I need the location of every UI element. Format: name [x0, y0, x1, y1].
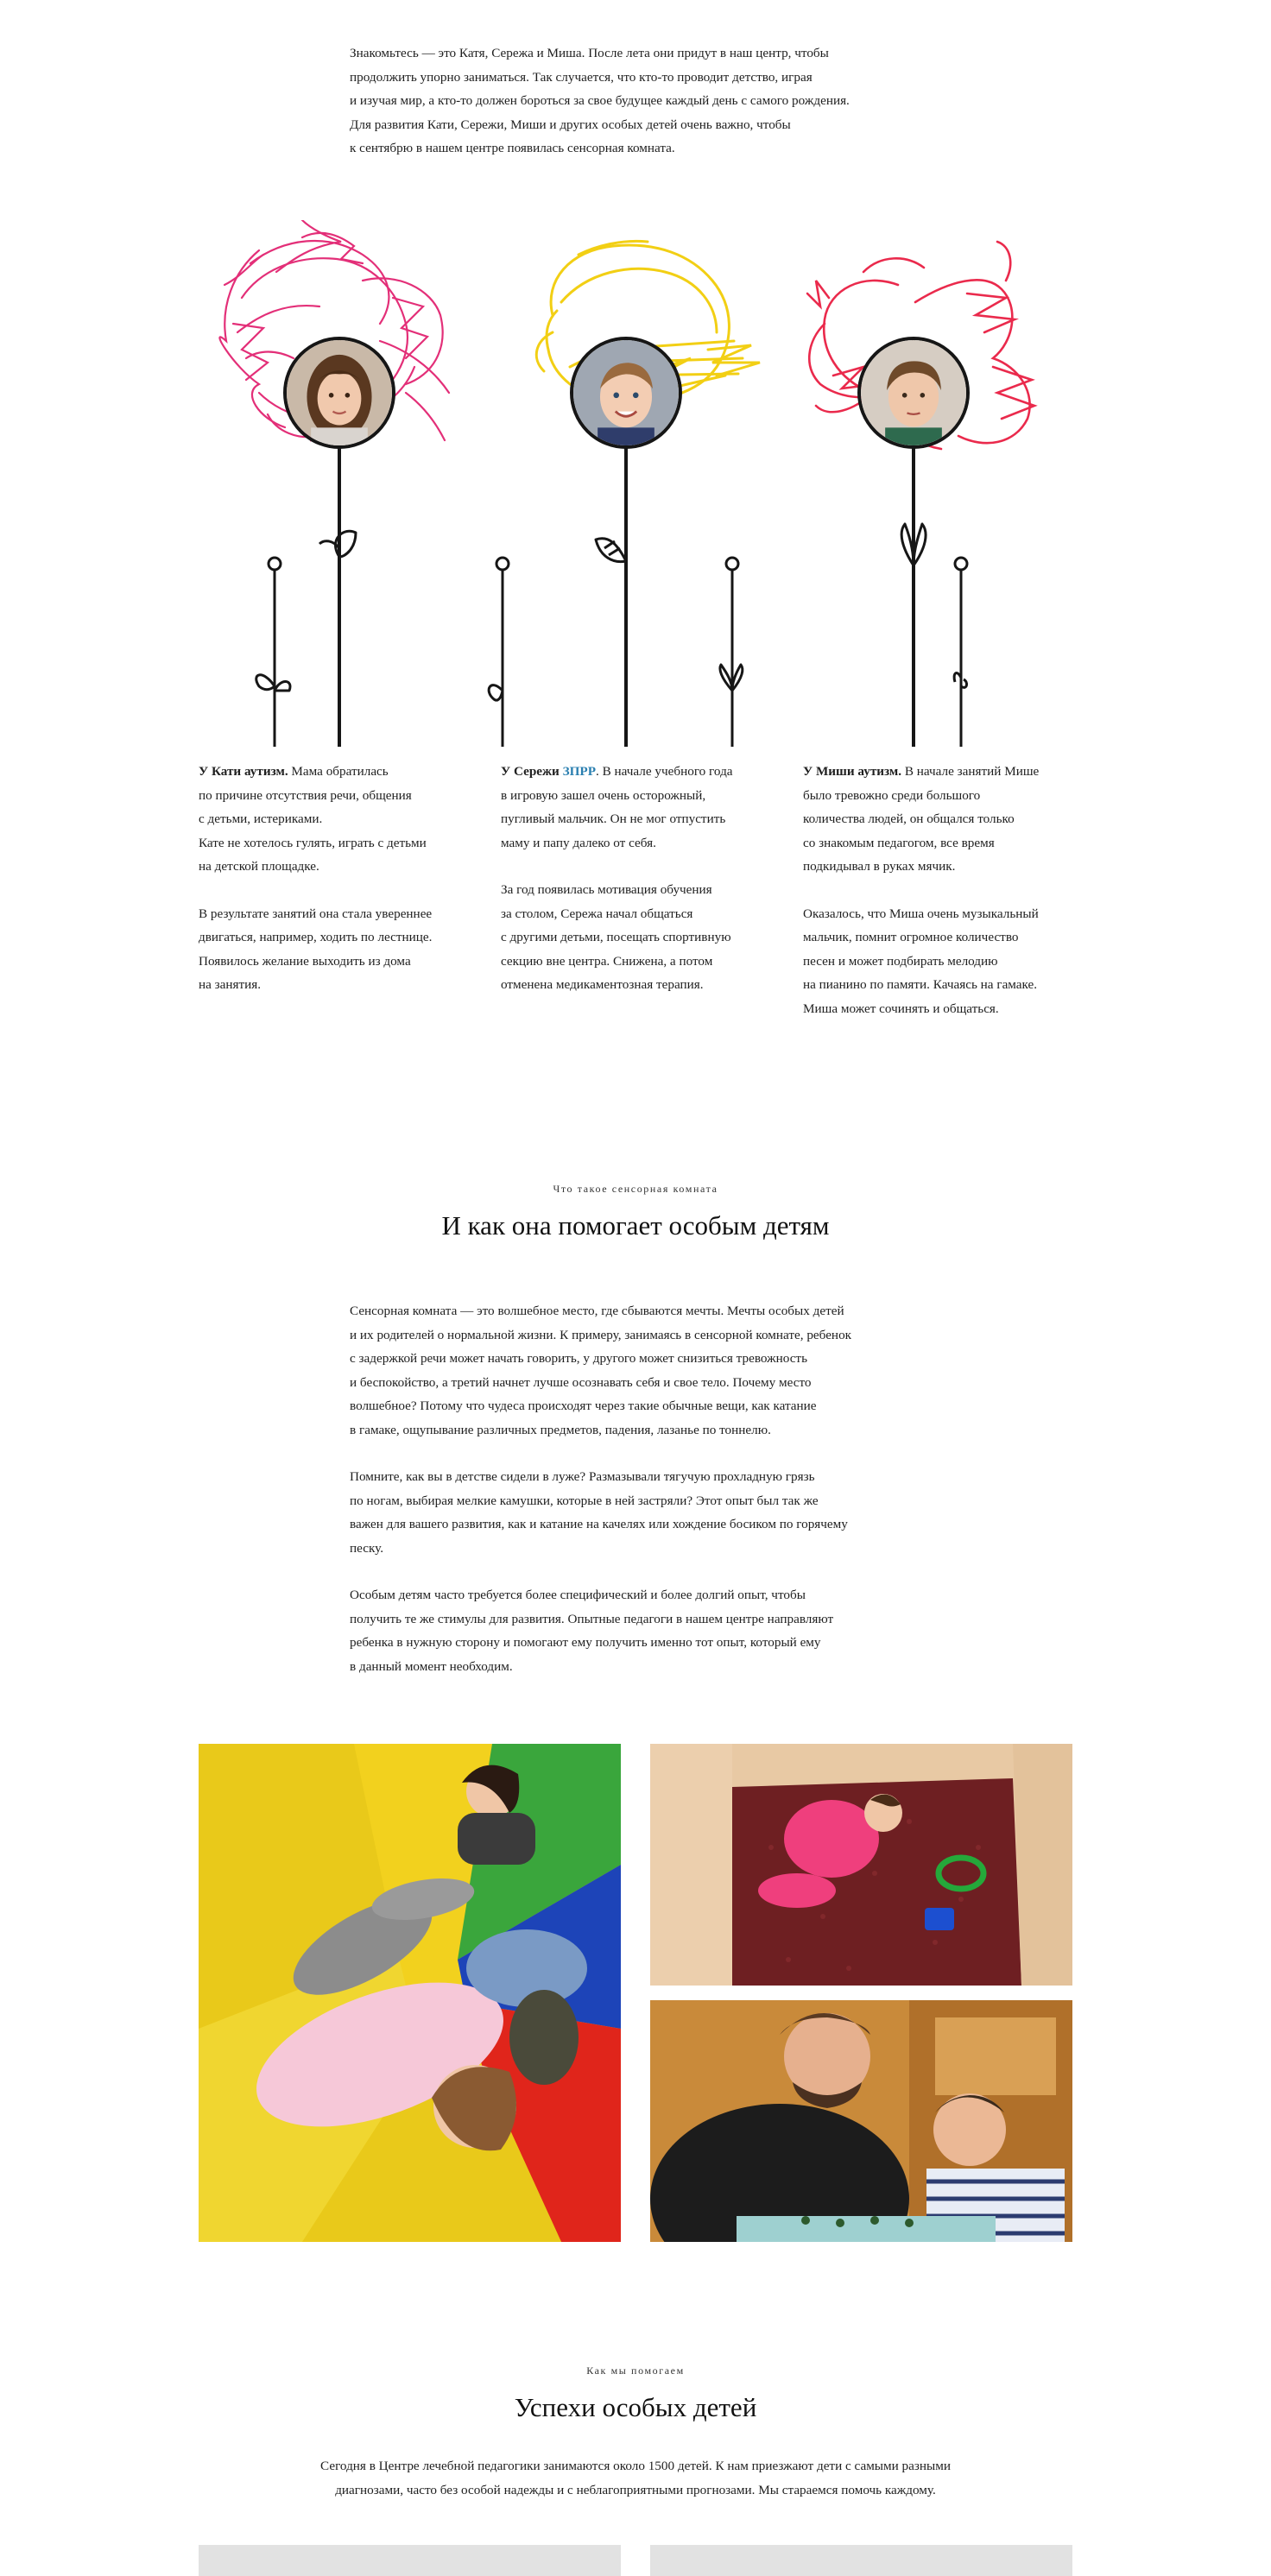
- seryozha-line: маму и папу далеко от себя.: [501, 835, 656, 850]
- misha-story: [803, 760, 1079, 1044]
- intro-line: к сентябрю в нашем центре появилась сенсорная комната.: [350, 141, 675, 155]
- leaves: [256, 524, 967, 700]
- sensory-line: песку.: [350, 1540, 384, 1556]
- success-lead: [250, 2454, 1021, 2502]
- misha-line: на пианино по памяти. Качаясь на гамаке.: [803, 977, 1038, 992]
- misha-text: В начале занятий Мише: [901, 764, 1040, 779]
- misha-line: количества людей, он общался только: [803, 811, 1015, 826]
- sensory-text: [350, 1299, 954, 1702]
- seryozha-line: за столом, Сережа начал общаться: [501, 906, 693, 921]
- seryozha-line: За год появилась мотивация обучения: [501, 882, 712, 897]
- seryozha-avatar: [570, 337, 682, 449]
- seryozha-portrait: [573, 340, 679, 445]
- flowers-svg: [0, 220, 1271, 747]
- intro-line: Знакомьтесь — это Катя, Сережа и Миша. После лета они придут в наш центр, чтобы: [350, 46, 829, 60]
- sensory-line: Особым детям часто требуется более специфический и более долгий опыт, чтобы: [350, 1588, 806, 1602]
- seryozha-line: с другими детьми, посещать спортивную: [501, 930, 731, 944]
- sensory-line: и беспокойство, а третий начнет лучше осознавать себя и свое тело. Почему место: [350, 1374, 812, 1390]
- sensory-p3: [350, 1583, 954, 1678]
- success-line: Сегодня в Центре лечебной педагогики занимаются около 1500 детей. К нам приезжают дети с самыми разными: [320, 2459, 951, 2473]
- katya-text: Мама обратилась: [288, 764, 389, 779]
- seryozha-line: пугливый мальчик. Он не мог отпустить: [501, 811, 726, 826]
- success-line: диагнозами, часто без особой надежды и с неблагоприятными прогнозами. Мы стараемся помочь каждому.: [335, 2482, 936, 2497]
- seryozha-story: [501, 760, 777, 1020]
- misha-story-p2: [803, 902, 1079, 1021]
- misha-line: песен и может подбирать мелодию: [803, 953, 998, 969]
- katya-line: Кате не хотелось гулять, играть с детьми: [199, 835, 427, 850]
- flowers-illustration: [0, 220, 1271, 747]
- sensory-line: в данный момент необходим.: [350, 1658, 513, 1674]
- katya-diagnosis: У Кати аутизм.: [199, 764, 288, 779]
- katya-line: Появилось желание выходить из дома: [199, 953, 411, 969]
- sensory-line: Помните, как вы в детстве сидели в луже? Размазывали тягучую прохладную грязь: [350, 1469, 815, 1484]
- misha-line: подкидывал в руках мячик.: [803, 859, 956, 874]
- misha-diagnosis: У Миши аутизм.: [803, 764, 902, 779]
- katya-line: с детьми, истериками.: [199, 811, 323, 826]
- seryozha-story-p1: [501, 760, 777, 855]
- misha-portrait: [861, 340, 966, 445]
- teacher-photo: [650, 2000, 1072, 2242]
- sensory-line: волшебное? Потому что чудеса происходят через такие обычные вещи, как катание: [350, 1398, 817, 1413]
- katya-story: [199, 760, 475, 1020]
- misha-line: со знакомым педагогом, все время: [803, 835, 995, 850]
- zprr-link[interactable]: ЗПРР: [562, 764, 596, 779]
- sensory-line: и их родителей о нормальной жизни. К примеру, занимаясь в сенсорной комнате, ребенок: [350, 1327, 852, 1342]
- katya-line: на занятия.: [199, 977, 262, 992]
- sensory-line: Сенсорная комната — это волшебное место, где сбываются мечты. Мечты особых детей: [350, 1304, 844, 1318]
- katya-line: по причине отсутствия речи, общения: [199, 787, 412, 803]
- misha-line: мальчик, помнит огромное количество: [803, 930, 1019, 944]
- seryozha-line: в игровую зашел очень осторожный,: [501, 787, 706, 803]
- misha-line: Оказалось, что Миша очень музыкальный: [803, 906, 1039, 921]
- intro-line: продолжить упорно заниматься. Так случается, что кто-то проводит детство, играя: [350, 69, 813, 85]
- intro-line: и изучая мир, а кто-то должен бороться за свое будущее каждый день с самого рождения.: [350, 93, 850, 108]
- sensory-line: ребенка в нужную сторону и помогают ему получить именно тот опыт, который ему: [350, 1635, 821, 1650]
- bud-circles: [269, 558, 967, 570]
- parachute-photo-art: [199, 1744, 621, 2242]
- misha-line: было тревожно среди большого: [803, 787, 981, 803]
- teacher-photo-art: [650, 2000, 1072, 2242]
- sensory-title: И как она помогает особым детям: [441, 1210, 830, 1241]
- success-title: Успехи особых детей: [514, 2392, 757, 2422]
- katya-line: двигаться, например, ходить по лестнице.: [199, 930, 433, 944]
- misha-line: Миша может сочинять и общаться.: [803, 1001, 999, 1016]
- misha-avatar: [857, 337, 970, 449]
- seryozha-story-p2: [501, 878, 777, 997]
- katya-story-p2: [199, 902, 475, 997]
- seryozha-line: секцию вне центра. Снижена, а потом: [501, 953, 713, 969]
- sensory-line: в гамаке, ощупывание различных предметов, падения, лазанье по тоннелю.: [350, 1422, 771, 1437]
- sensory-kicker: Что такое сенсорная комната: [553, 1183, 718, 1195]
- seryozha-diagnosis: У Сережи: [501, 764, 560, 779]
- sensory-line: получить те же стимулы для развития. Опытные педагоги в нашем центре направляют: [350, 1611, 834, 1626]
- bean-box-photo-art: [650, 1744, 1072, 1986]
- seryozha-text: . В начале учебного года: [595, 764, 733, 779]
- intro-text: [350, 41, 954, 161]
- success-card-left: [199, 2545, 621, 2576]
- katya-story-p1: [199, 760, 475, 879]
- katya-line: на детской площадке.: [199, 859, 319, 874]
- sensory-line: важен для вашего развития, как и катание на качелях или хождение босиком по горячему: [350, 1517, 848, 1531]
- bean-box-photo: [650, 1744, 1072, 1986]
- parachute-photo: [199, 1744, 621, 2242]
- sensory-line: с задержкой речи может начать говорить, у другого может снизиться тревожность: [350, 1351, 807, 1366]
- success-card-right: [650, 2545, 1072, 2576]
- intro-line: Для развития Кати, Сережи, Миши и других особых детей очень важно, чтобы: [350, 117, 791, 132]
- sensory-p1: [350, 1299, 954, 1442]
- katya-line: В результате занятий она стала увереннее: [199, 906, 433, 921]
- misha-story-p1: [803, 760, 1079, 879]
- seryozha-line: отменена медикаментозная терапия.: [501, 977, 704, 992]
- sensory-p2: [350, 1465, 954, 1560]
- katya-avatar: [283, 337, 395, 449]
- success-kicker: Как мы помогаем: [586, 2364, 685, 2377]
- katya-portrait: [287, 340, 392, 445]
- sensory-line: по ногам, выбирая мелкие камушки, которые в ней застряли? Этот опыт был так же: [350, 1493, 819, 1508]
